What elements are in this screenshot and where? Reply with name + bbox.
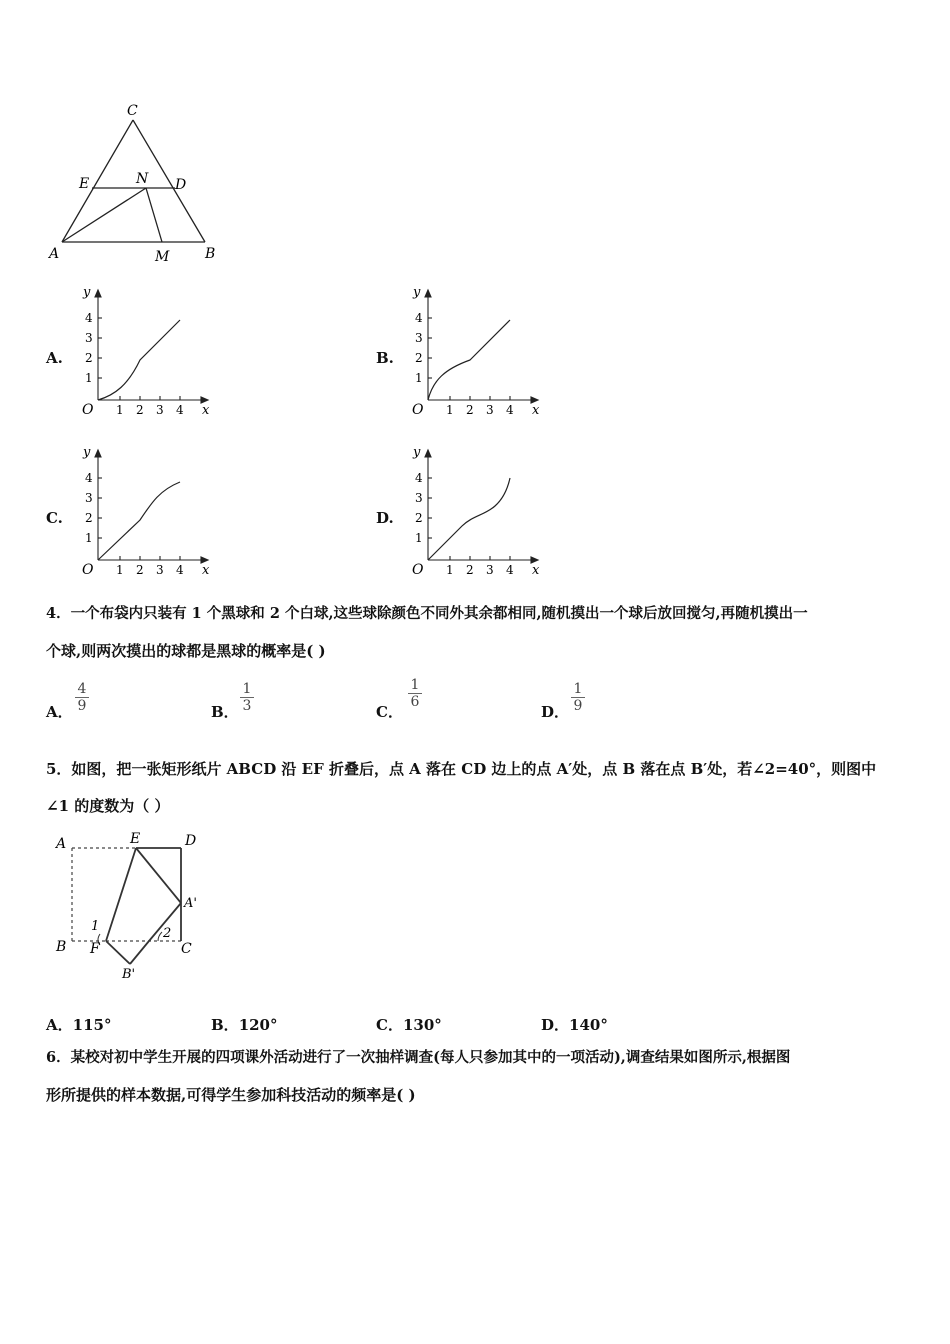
label-f: F (90, 941, 100, 957)
label-m: M (155, 249, 170, 265)
x-tick-1: 1 (446, 563, 454, 577)
q4-option-c-label: C． (376, 703, 403, 721)
q5-option-d (541, 1014, 608, 1035)
q5-option-c (376, 1014, 442, 1035)
x-tick-4: 4 (176, 403, 184, 417)
x-tick-2: 2 (136, 403, 144, 417)
y-tick-1: 1 (415, 531, 423, 545)
q3-option-a-label: A. (46, 349, 63, 367)
option-label: A． (46, 1016, 73, 1034)
q5-option-a (46, 1014, 111, 1035)
x-axis-label: x (202, 403, 210, 418)
triangle-figure (40, 95, 240, 270)
y-tick-4: 4 (85, 311, 93, 325)
q5-fold-figure (50, 826, 210, 981)
x-tick-3: 3 (156, 563, 164, 577)
y-tick-4: 4 (85, 471, 93, 485)
y-axis-label: y (83, 445, 91, 460)
label-b: B (56, 939, 67, 955)
x-tick-1: 1 (446, 403, 454, 417)
x-axis-label: x (202, 563, 210, 578)
option-value: 120° (238, 1016, 278, 1034)
q4-text-line1: 4．一个布袋内只装有 1 个黑球和 2 个白球,这些球除颜色不同外其余都相同,随机摸出一个球后放回搅匀,再随机摸出一 (46, 605, 808, 622)
x-tick-2: 2 (466, 403, 474, 417)
q5-text-line2: ∠1 的度数为（ ） (46, 797, 170, 815)
numerator: 4 (77, 681, 87, 697)
q3-option-d-label: D. (376, 509, 394, 527)
x-axis-label: x (532, 563, 540, 578)
option-label: D． (541, 1016, 570, 1034)
label-d: D (185, 833, 197, 849)
x-tick-4: 4 (506, 403, 514, 417)
y-tick-1: 1 (85, 531, 93, 545)
y-tick-4: 4 (415, 471, 423, 485)
numerator: 1 (410, 677, 420, 693)
x-tick-4: 4 (506, 563, 514, 577)
denominator: 9 (571, 697, 585, 715)
option-label: B． (211, 1016, 239, 1034)
label-c: C (181, 941, 192, 957)
numerator: 1 (242, 681, 252, 697)
y-tick-4: 4 (415, 311, 423, 325)
q4-text-line2: 个球,则两次摸出的球都是黑球的概率是( ) (46, 642, 326, 660)
label-b-prime: B' (122, 967, 136, 981)
x-tick-3: 3 (156, 403, 164, 417)
q6-text-line2: 形所提供的样本数据,可得学生参加科技活动的频率是( ) (46, 1086, 416, 1104)
q3-option-c-label: C. (46, 509, 63, 527)
x-tick-1: 1 (116, 403, 124, 417)
label-a-prime: A' (184, 896, 197, 911)
origin-label: O (412, 402, 424, 418)
y-axis-label: y (83, 285, 91, 300)
q3-option-c-graph (70, 442, 215, 582)
y-tick-2: 2 (415, 351, 423, 365)
q3-option-b-label: B. (376, 349, 394, 367)
y-axis-label: y (413, 285, 421, 300)
label-c: C (127, 103, 138, 119)
x-tick-3: 3 (486, 563, 494, 577)
option-value: 115° (72, 1016, 112, 1034)
label-a: A (56, 836, 67, 852)
label-d: D (175, 177, 187, 193)
q4-option-a-label: A． (46, 703, 73, 721)
y-tick-2: 2 (85, 511, 93, 525)
label-angle-1: 1 (91, 919, 100, 934)
numerator: 1 (573, 681, 583, 697)
origin-label: O (82, 402, 94, 418)
q5-option-b (211, 1014, 278, 1035)
label-b: B (205, 246, 216, 262)
origin-label: O (82, 562, 94, 578)
y-tick-2: 2 (85, 351, 93, 365)
denominator: 6 (408, 693, 422, 711)
y-tick-3: 3 (415, 491, 423, 505)
y-axis-label: y (413, 445, 421, 460)
x-axis-label: x (532, 403, 540, 418)
q4-option-d-fraction (571, 681, 585, 715)
label-e: E (79, 176, 90, 192)
x-tick-4: 4 (176, 563, 184, 577)
label-a: A (49, 246, 60, 262)
option-label: C． (376, 1016, 403, 1034)
q4-option-d-label: D． (541, 703, 570, 721)
y-tick-3: 3 (85, 491, 93, 505)
x-tick-1: 1 (116, 563, 124, 577)
q5-text-line1: 5．如图，把一张矩形纸片 ABCD 沿 EF 折叠后，点 A 落在 CD 边上的点 A′处，点 B 落在点 B′处，若∠2=40°，则图中 (46, 760, 877, 778)
label-e: E (130, 831, 141, 847)
origin-label: O (412, 562, 424, 578)
q4-option-b-fraction (240, 681, 254, 715)
q6-text-line1: 6．某校对初中学生开展的四项课外活动进行了一次抽样调查(每人只参加其中的一项活动),调查结果如图所示,根据图 (46, 1049, 791, 1066)
q4-option-a-fraction (75, 681, 89, 715)
q4-option-b-label: B． (211, 703, 239, 721)
q4-option-c-fraction (408, 677, 422, 711)
denominator: 9 (75, 697, 89, 715)
denominator: 3 (240, 697, 254, 715)
label-angle-2: 2 (163, 926, 172, 941)
y-tick-1: 1 (415, 371, 423, 385)
q3-option-d-graph (400, 442, 545, 582)
y-tick-3: 3 (85, 331, 93, 345)
y-tick-2: 2 (415, 511, 423, 525)
label-n: N (136, 171, 149, 187)
q3-option-a-graph (70, 282, 215, 422)
x-tick-2: 2 (466, 563, 474, 577)
option-value: 140° (569, 1016, 608, 1034)
x-tick-2: 2 (136, 563, 144, 577)
y-tick-3: 3 (415, 331, 423, 345)
y-tick-1: 1 (85, 371, 93, 385)
option-value: 130° (402, 1016, 442, 1034)
q3-option-b-graph (400, 282, 545, 422)
x-tick-3: 3 (486, 403, 494, 417)
